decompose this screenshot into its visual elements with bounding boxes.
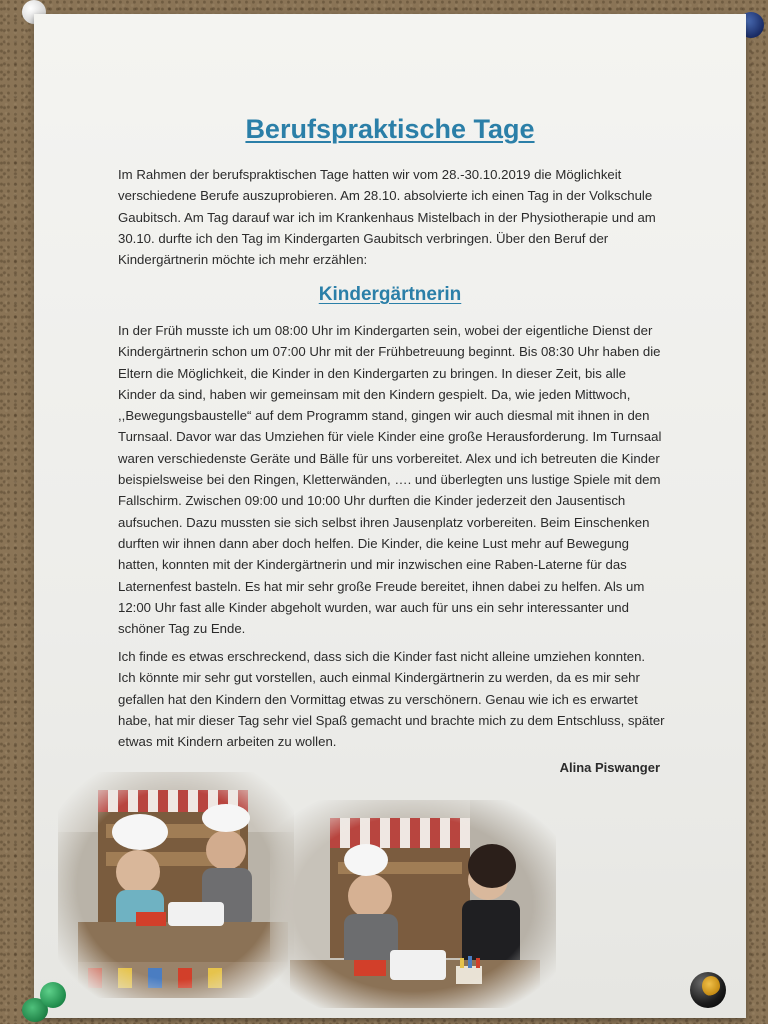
body-paragraph-1: In der Früh musste ich um 08:00 Uhr im Kindergarten sein, wobei der eigentliche Dienst der Kindergärtnerin schon um 07:00 Uhr mit der Frühbetreuung beginnt. Bis 08:30 Uhr haben die Eltern die Möglichkeit, die Kinder in den Kindergarten zu bringen. In dieser Zeit, bis alle Kinder da sind, haben wir gemeinsam mit den Kindern gespielt. Da, wie jeden Mittwoch, ,,Bewegungsbaustelle“ auf dem Programm stand, gingen wir auch diesmal mit ihnen in den Turnsaal. Davor war das Umziehen für viele Kinder eine große Herausforderung. Im Turnsaal waren verschiedenste Geräte und Bälle für uns vorbereitet. Alex und ich betreuten die Kinder beispielsweise bei den Ringen, Kletterwänden, …. und überlegten uns lustige Spiele mit dem Fallschirm. Zwischen 09:00 und 10:00 Uhr durften die Kinder jederzeit den Jausentisch aufsuchen. Dazu mussten sie sich selbst ihren Jausenplatz vorbereiten. Beim Einschenken durften wir ihnen dann aber doch helfen. Die Kinder, die keine Lust mehr auf Bewegung hatten, konnten mit der Kindergärtnerin und mir inzwischen eine Raben-Laterne für das Laternenfest basteln. Es hat mir sehr große Freude bereitet, ihnen dabei zu helfen. Als um 12:00 Uhr fast alle Kinder abgeholt wurden, war auch für uns ein sehr interessanter und schöner Tag zu Ende.	[118, 323, 662, 637]
body-paragraph-2: Ich finde es etwas erschreckend, dass sich die Kinder fast nicht alleine umziehen konnten. Ich könnte mir sehr gut vorstellen, auch einmal Kindergärtnerin zu werden, da es mir sehr gefallen hat den Kindern den Vormittag etwas zu verschönern. Genau wie ich es erwartet habe, hat mir dieser Tag sehr viel Spaß gemacht und brachte mich zu dem Entschluss, später etwas mit Kindern arbeiten zu wollen.	[118, 649, 665, 750]
body-block-1	[118, 320, 666, 639]
signature: Alina Piswanger	[559, 760, 660, 775]
photo-children-playing-shop	[58, 772, 294, 998]
intro-block	[118, 164, 666, 270]
section-heading: Kindergärtnerin	[318, 284, 462, 305]
intro-paragraph: Im Rahmen der berufspraktischen Tage hatten wir vom 28.-30.10.2019 die Möglichkeit verschiedene Berufe auszuprobieren. Am 28.10. absolvierte ich einen Tag in der Volkschule Gaubitsch. Am Tag darauf war ich im Krankenhaus Mistelbach in der Physiotherapie und am 30.10. durfte ich den Tag im Kindergarten Gaubitsch verbringen. Über den Beruf der Kindergärtnerin möchte ich mehr erzählen:	[118, 167, 656, 268]
photo-child-with-teacher	[270, 800, 556, 1008]
page-title: Berufspraktische Tage	[245, 114, 535, 144]
green-pushpin-icon	[22, 980, 72, 1024]
black-pushpin-icon	[690, 972, 726, 1008]
body-block-2	[118, 646, 666, 752]
